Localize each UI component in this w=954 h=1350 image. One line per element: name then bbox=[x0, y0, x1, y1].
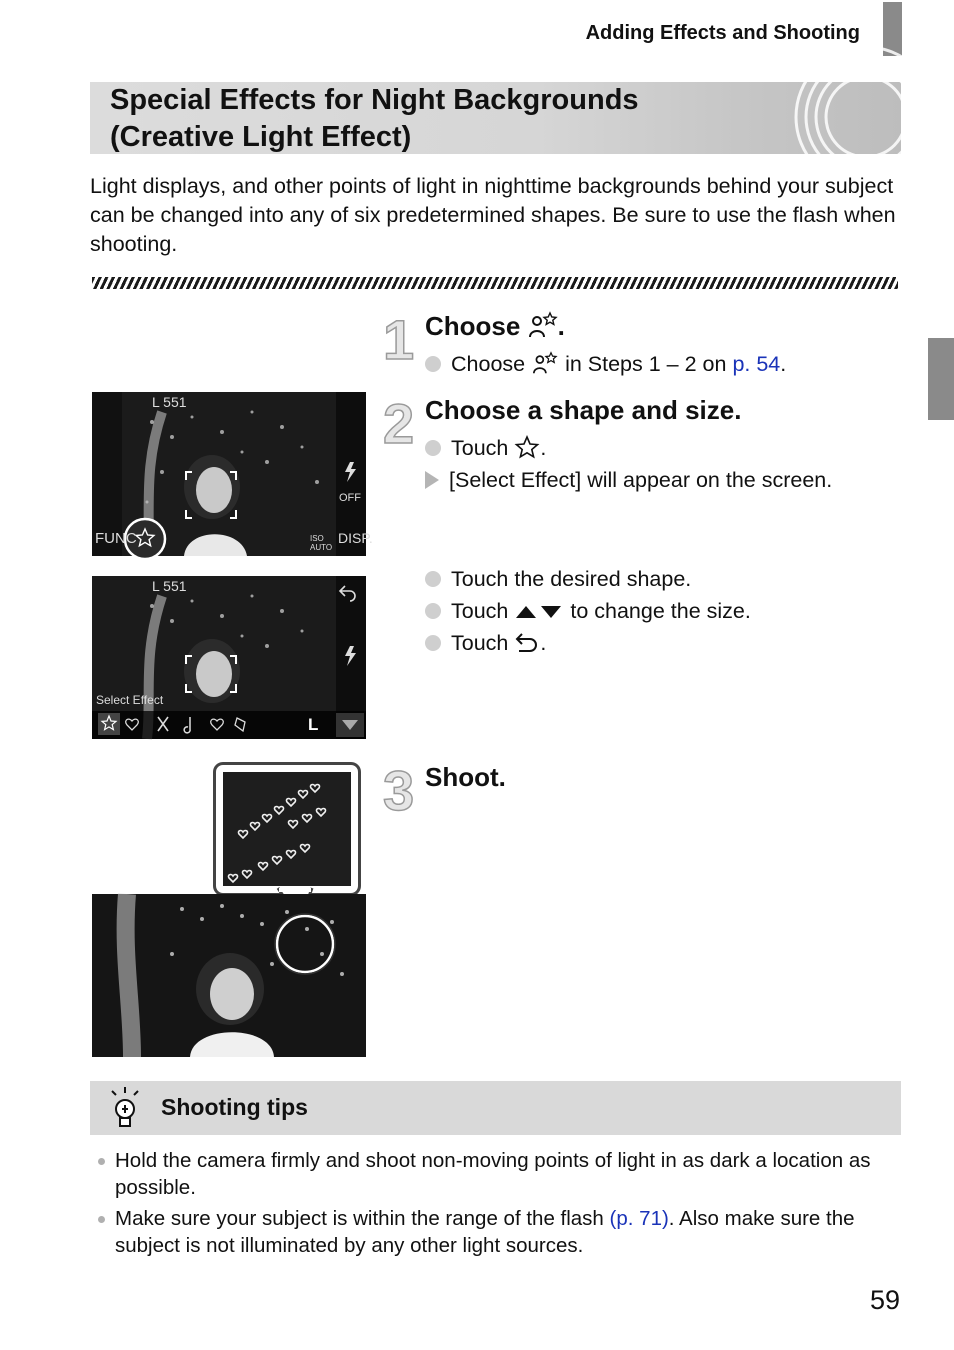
bullet-dot bbox=[425, 571, 441, 587]
step-2-line-5-a: Touch bbox=[451, 631, 509, 655]
page-title-line1: Special Effects for Night Backgrounds bbox=[110, 84, 639, 116]
tip-item-1-text: Hold the camera firmly and shoot non-moving points of light in as dark a location as possible. bbox=[115, 1149, 871, 1199]
creative-light-mode-icon bbox=[528, 311, 558, 339]
title-band bbox=[90, 82, 901, 154]
page-title bbox=[110, 82, 639, 156]
up-down-triangle-icon bbox=[514, 602, 564, 622]
select-effect-photo bbox=[92, 576, 366, 739]
step-3-heading: Shoot. bbox=[425, 762, 506, 792]
camera-screen-1 bbox=[92, 392, 373, 556]
step-2-line-1-c: . bbox=[540, 436, 547, 460]
camera-screen-2 bbox=[92, 576, 366, 739]
screen-1-top-info: L 551 bbox=[152, 394, 187, 410]
step-3-number: 3 bbox=[383, 759, 415, 822]
disp-label: DISP. bbox=[338, 530, 373, 546]
step-2-line-4 bbox=[425, 597, 751, 625]
tip-item-2-a: Make sure your subject is within the range of the flash bbox=[115, 1207, 604, 1230]
step-2-line-4-c: to change the size. bbox=[570, 599, 751, 623]
step-1-line-1-c: . bbox=[780, 352, 787, 376]
size-label: L bbox=[308, 715, 319, 734]
step-2-line-1-a: Touch bbox=[451, 436, 509, 460]
step-2-line-4-a: Touch bbox=[451, 599, 509, 623]
iso-label: ISO AUTO bbox=[310, 534, 333, 552]
step-2-line-5 bbox=[425, 629, 546, 657]
step-2-line-2 bbox=[425, 466, 832, 494]
result-photo bbox=[92, 894, 366, 1057]
step-2-number: 2 bbox=[383, 392, 415, 455]
step-2-line-3-text: Touch the desired shape. bbox=[451, 567, 692, 591]
bullet-dot bbox=[425, 603, 441, 619]
off-label: OFF bbox=[339, 492, 361, 504]
step-1-line-1-a: Choose bbox=[451, 352, 526, 376]
step-1-heading bbox=[425, 311, 565, 341]
bullet-dot bbox=[425, 635, 441, 651]
step-2-heading: Choose a shape and size. bbox=[425, 395, 742, 425]
star-icon bbox=[514, 435, 540, 459]
tip-item-1 bbox=[98, 1147, 898, 1201]
shooting-tips-title: Shooting tips bbox=[161, 1094, 308, 1120]
step-1-line-1 bbox=[425, 350, 786, 378]
page-number: 59 bbox=[869, 1285, 900, 1315]
chapter-side-tab bbox=[928, 338, 954, 420]
result-arrow-icon bbox=[425, 471, 439, 489]
select-effect-label: Select Effect bbox=[96, 693, 164, 707]
step-1-heading-text: Choose bbox=[425, 311, 521, 341]
page-link-71[interactable]: (p. 71) bbox=[609, 1207, 669, 1230]
tip-item-2-b: . Also make sure the subject is not illuminated by any other light sources. bbox=[115, 1207, 855, 1257]
heart-bokeh-closeup bbox=[223, 772, 351, 886]
screen-2-top-info: L 551 bbox=[152, 578, 187, 594]
step-2-line-5-c: . bbox=[540, 631, 547, 655]
step-2-line-1 bbox=[425, 434, 546, 462]
decorative-circles-icon bbox=[791, 42, 941, 192]
step-2-line-2-text: [Select Effect] will appear on the screen. bbox=[449, 468, 833, 492]
shooting-tips-band bbox=[90, 1081, 901, 1135]
func-label: FUNC bbox=[95, 530, 137, 547]
bullet-dot bbox=[425, 440, 441, 456]
tip-item-2 bbox=[98, 1205, 898, 1259]
step-1-line-1-b: in Steps 1 – 2 on bbox=[565, 352, 727, 376]
page-title-line2: (Creative Light Effect) bbox=[110, 121, 412, 153]
running-header: Adding Effects and Shooting bbox=[585, 22, 860, 44]
tip-item-2-text bbox=[115, 1205, 898, 1259]
hatched-divider bbox=[92, 277, 898, 289]
step-1-heading-end: . bbox=[557, 311, 565, 341]
intro-paragraph: Light displays, and other points of light in nighttime backgrounds behind your subject can be changed into any of six predetermined shapes. Be sure to use the flash when shooting. bbox=[90, 174, 896, 256]
lightbulb-tip-icon bbox=[108, 1087, 142, 1131]
tip-bullet bbox=[98, 1158, 105, 1165]
bullet-dot bbox=[425, 356, 441, 372]
step-1-number: 1 bbox=[383, 308, 415, 371]
heart-bokeh-portrait-photo bbox=[92, 894, 366, 1057]
creative-light-mode-icon bbox=[531, 351, 559, 375]
tip-bullet bbox=[98, 1216, 105, 1223]
page-link-54[interactable]: p. 54 bbox=[732, 352, 781, 376]
return-arrow-icon bbox=[514, 630, 540, 654]
step-2-line-3 bbox=[425, 565, 691, 593]
zoom-callout bbox=[213, 762, 361, 896]
